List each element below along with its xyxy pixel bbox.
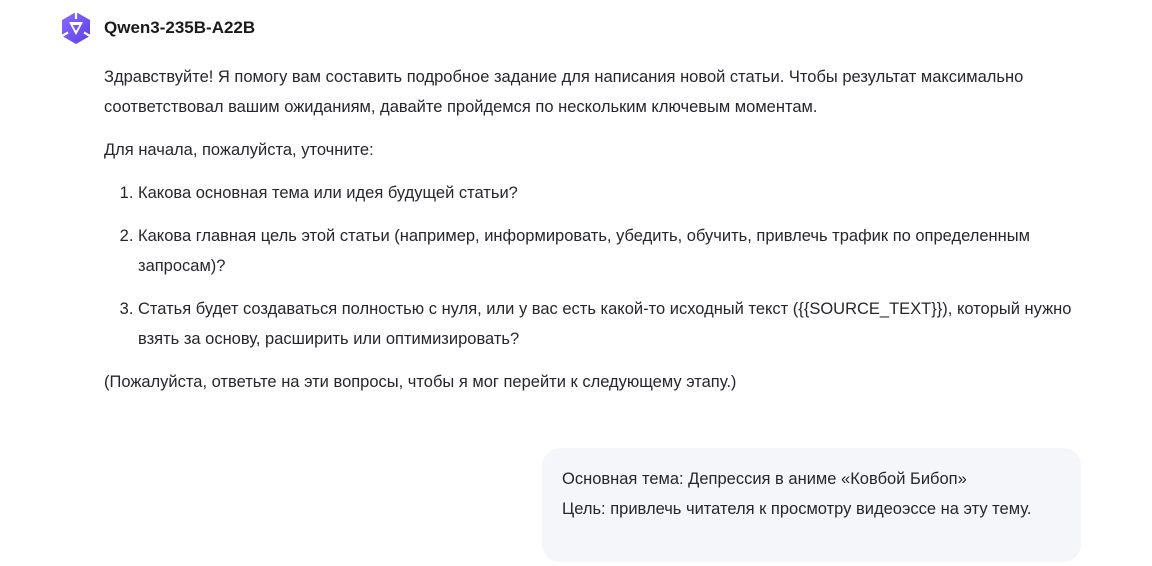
questions-list <box>104 178 1094 354</box>
model-name: Qwen3-235B-A22B <box>104 18 256 37</box>
user-message-line: Цель: привлечь читателя к просмотру видеоэссе на эту тему. <box>562 500 1032 518</box>
user-message-line: Основная тема: Депрессия в аниме «Ковбой Бибоп» <box>562 470 967 488</box>
assistant-intro: Здравствуйте! Я помогу вам составить подробное задание для написания новой статьи. Чтобы результат максимально соответствовал вашим ожиданиям, давайте пройдемся по нескольким ключевым моментам. <box>104 68 1024 116</box>
assistant-prompt-line: Для начала, пожалуйста, уточните: <box>104 141 374 159</box>
question-item: 2. Какова главная цель этой статьи (например, информировать, убедить, обучить, привлечь трафик по определенным запросам)? <box>138 221 1094 281</box>
assistant-message <box>104 62 1094 410</box>
qwen-logo-icon <box>58 10 94 46</box>
assistant-closing: (Пожалуйста, ответьте на эти вопросы, чтобы я мог перейти к следующему этапу.) <box>104 373 737 391</box>
question-item: 1. Какова основная тема или идея будущей статьи? <box>138 178 1094 208</box>
user-message-bubble <box>542 448 1081 562</box>
question-item: 3. Статья будет создаваться полностью с нуля, или у вас есть какой-то исходный текст ({{SOURCE_TEXT}}), который нужно взять за основу, расширить или оптимизировать? <box>138 294 1094 354</box>
